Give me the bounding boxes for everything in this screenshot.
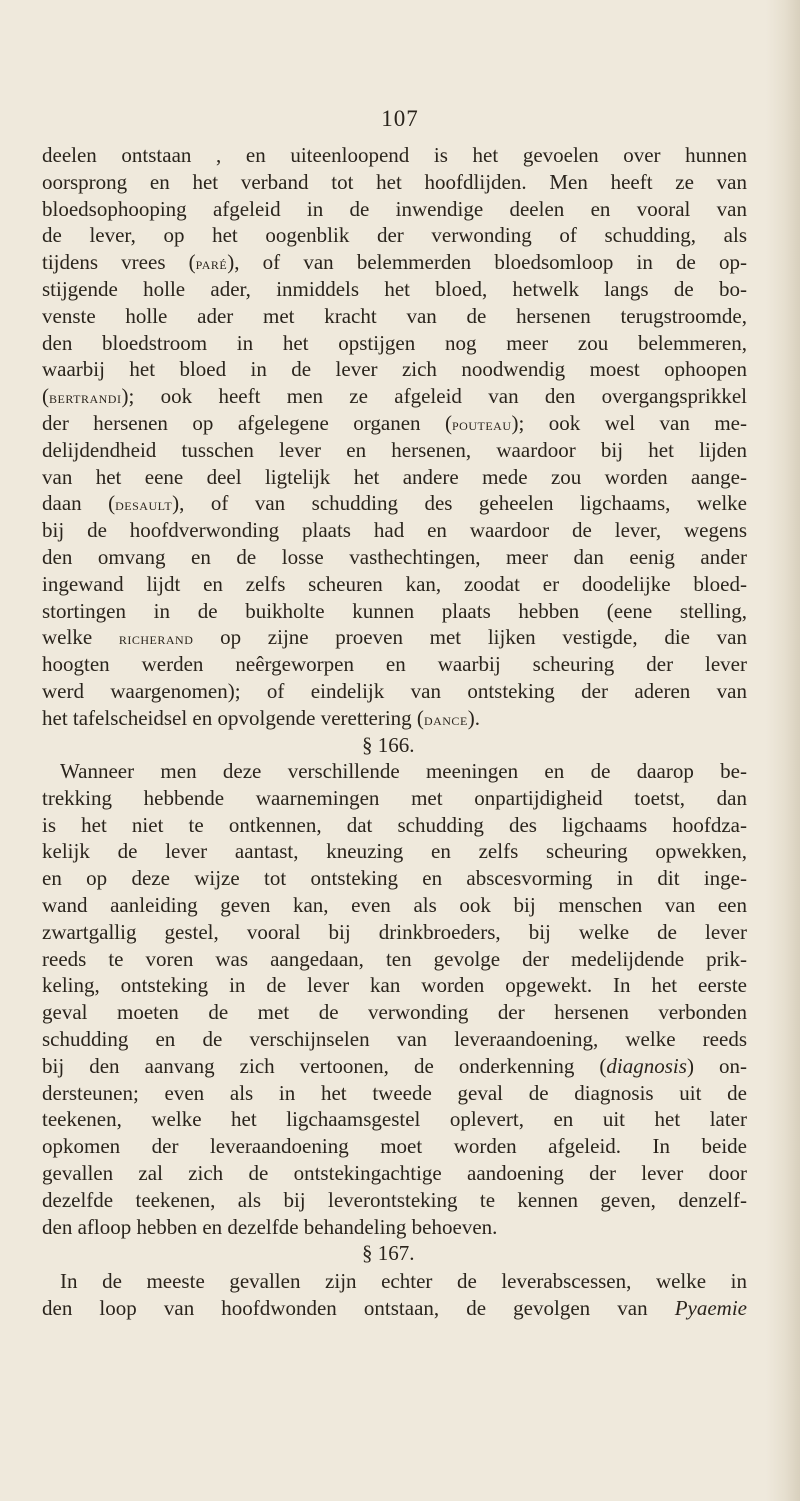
- text-line: schudding en de verschijnselen van leveraandoening, welke reeds: [42, 1026, 747, 1051]
- text-line: dezelfde teekenen, als bij leverontsteking te kennen geven, denzelf-: [42, 1187, 747, 1212]
- paragraph-block-3: [42, 1268, 747, 1322]
- text-line: der hersenen op afgelegene organen (pouteau); ook wel van me-: [42, 410, 747, 435]
- text-line: bloedsophooping afgeleid in de inwendige deelen en vooral van: [42, 196, 747, 221]
- text-line: ingewand lijdt en zelfs scheuren kan, zoodat er doodelijke bloed-: [42, 571, 747, 596]
- text-line: (bertrandi); ook heeft men ze afgeleid van den overgangsprikkel: [42, 384, 747, 409]
- text-line: het tafelscheidsel en opvolgende verettering (dance).: [42, 705, 481, 730]
- section-heading-166: § 166.: [362, 732, 415, 757]
- text-line: In de meeste gevallen zijn echter de leverabscessen, welke in: [60, 1269, 747, 1293]
- author-name: richerand: [118, 629, 194, 649]
- text-line: delijdendheid tusschen lever en hersenen, waardoor bij het lijden: [42, 437, 747, 462]
- text-line: en op deze wijze tot ontsteking en abscesvorming in dit inge-: [42, 866, 747, 891]
- page-edge-shadow: [766, 0, 800, 1501]
- text-line: den omvang en de losse vasthechtingen, meer dan eenig ander: [42, 544, 747, 569]
- text-line: opkomen der leveraandoening moet worden afgeleid. In beide: [42, 1134, 747, 1159]
- text-line: wand aanleiding geven kan, even als ook bij menschen van een: [42, 892, 747, 917]
- author-name: desault: [115, 495, 173, 515]
- text-line: de lever, op het oogenblik der verwonding of schudding, als: [42, 223, 747, 248]
- text-line: kelijk de lever aantast, kneuzing en zelfs scheuring opwekken,: [42, 839, 747, 864]
- text-line: keling, ontsteking in de lever kan worden opgewekt. In het eerste: [42, 973, 747, 998]
- text-line: stijgende holle ader, inmiddels het bloed, hetwelk langs de bo-: [42, 276, 747, 301]
- author-name: paré: [195, 254, 228, 274]
- text-line: deelen ontstaan , en uiteenloopend is het gevoelen over hunnen: [42, 143, 747, 167]
- author-name: dance: [423, 709, 468, 729]
- text-line: gevallen zal zich de ontstekingachtige aandoening der lever door: [42, 1160, 747, 1185]
- italic-term: Pyaemie: [674, 1295, 747, 1320]
- author-name: bertrandi: [49, 388, 122, 408]
- text-line: welke richerand op zijne proeven met lijken vestigde, die van: [42, 625, 747, 650]
- section-heading-167: § 167.: [362, 1241, 415, 1266]
- text-line: van het eene deel ligtelijk het andere mede zou worden aange-: [42, 464, 747, 489]
- text-line: is het niet te ontkennen, dat schudding des ligchaams hoofdza-: [42, 812, 747, 837]
- text-line: zwartgallig gestel, vooral bij drinkbroeders, bij welke de lever: [42, 919, 747, 944]
- text-line: trekking hebbende waarnemingen met onpartijdigheid toetst, dan: [42, 785, 747, 810]
- text-line: oorsprong en het verband tot het hoofdlijden. Men heeft ze van: [42, 169, 747, 194]
- paragraph-block-1: [42, 142, 747, 758]
- text-line: bij den aanvang zich vertoonen, de onderkenning (diagnosis) on-: [42, 1053, 747, 1078]
- italic-term: diagnosis: [606, 1053, 687, 1078]
- text-line: den afloop hebben en dezelfde behandeling behoeven.: [42, 1214, 498, 1239]
- text-line: teekenen, welke het ligchaamsgestel oplevert, en uit het later: [42, 1107, 747, 1132]
- text-line: venste holle ader met kracht van de hersenen terugstroomde,: [42, 303, 747, 328]
- paragraph-block-2: [42, 758, 747, 1267]
- page-number: 107: [381, 106, 419, 131]
- text-line: waarbij het bloed in de lever zich noodwendig moest ophoopen: [42, 357, 747, 382]
- text-line: stortingen in de buikholte kunnen plaats hebben (eene stelling,: [42, 598, 747, 623]
- text-line: Wanneer men deze verschillende meeningen en de daarop be-: [60, 759, 747, 783]
- text-line: daan (desault), of van schudding des geheelen ligchaams, welke: [42, 491, 747, 516]
- text-line: den loop van hoofdwonden ontstaan, de gevolgen van Pyaemie: [42, 1295, 747, 1320]
- author-name: pouteau: [451, 414, 512, 434]
- text-line: tijdens vrees (paré), of van belemmerden bloedsomloop in de op-: [42, 250, 748, 275]
- text-line: hoogten werden neêrgeworpen en waarbij scheuring der lever: [42, 652, 747, 677]
- text-line: den bloedstroom in het opstijgen nog meer zou belemmeren,: [42, 330, 747, 355]
- text-line: reeds te voren was aangedaan, ten gevolge der medelijdende prik-: [42, 946, 747, 971]
- text-line: bij de hoofdverwonding plaats had en waardoor de lever, wegens: [42, 518, 747, 543]
- text-line: werd waargenomen); of eindelijk van ontsteking der aderen van: [42, 678, 747, 703]
- text-line: geval moeten de met de verwonding der hersenen verbonden: [42, 1000, 747, 1025]
- text-line: dersteunen; even als in het tweede geval de diagnosis uit de: [42, 1080, 747, 1105]
